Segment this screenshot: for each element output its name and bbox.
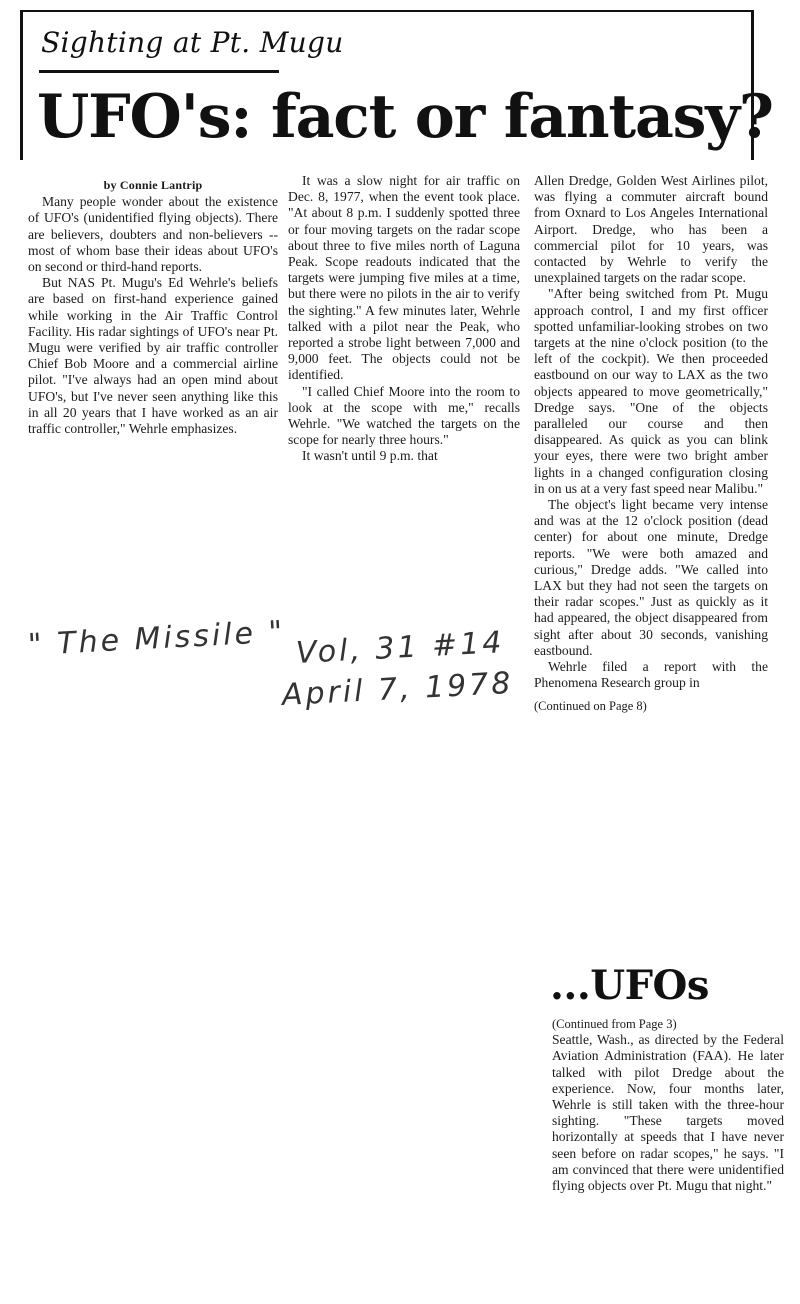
jump-headline: ...UFOs	[550, 962, 709, 1009]
kicker-rule	[39, 70, 279, 73]
article-column-1	[28, 177, 278, 437]
paragraph: "I called Chief Moore into the room to look at the scope with me," recalls Wehrle. "We watched the targets on the scope for nearly three hours."	[288, 383, 520, 448]
paragraph: But NAS Pt. Mugu's Ed Wehrle's beliefs are based on first-hand experience gained while working in the Air Traffic Control Facility. His radar sightings of UFO's near Pt. Mugu were verified by air traffic controller Chief Bob Moore and a commercial airline pilot. "I've always had an open mind about UFO's, but I've never seen anything like this in all 20 years that I have worked as an air traffic controller," Wehrle emphasizes.	[28, 275, 278, 437]
paragraph: Many people wonder about the existence of UFO's (unidentified flying objects). There are believers, doubters and non-believers -- most of whom base their ideas about UFO's on second or third-hand reports.	[28, 194, 278, 275]
jump-column	[552, 1016, 784, 1194]
continued-on-note: (Continued on Page 8)	[534, 698, 647, 713]
paragraph: Wehrle filed a report with the Phenomena Research group in	[534, 659, 768, 691]
byline: by Connie Lantrip	[103, 178, 203, 192]
headline: UFO's: fact or fantasy?	[37, 82, 773, 152]
handwritten-volume: Vol, 31 #14	[295, 625, 506, 671]
paragraph: Seattle, Wash., as directed by the Federal Aviation Administration (FAA). He later talked with pilot Dredge about the experience. Now, four months later, Wehrle is still taken with the three-hour sighting. "These targets moved horizontally at speeds that I have never seen before on radar scopes," he says. "I am convinced that there were unidentified flying objects over Pt. Mugu that night."	[552, 1032, 784, 1194]
paragraph: The object's light became very intense and was at the 12 o'clock position (dead center) for about one minute, Dredge reports. "We were both amazed and curious," Dredge adds. "We called into LAX but they had not seen the targets on their radar scopes." Just as quickly as it had appeared, the object disappeared from sight after about 30 seconds, vanishing eastbound.	[534, 497, 768, 658]
headline-box	[20, 10, 773, 160]
kicker: Sighting at Pt. Mugu	[41, 26, 344, 59]
paragraph: It was a slow night for air traffic on Dec. 8, 1977, when the event took place. "At about 8 p.m. I suddenly spotted three or four moving targets on the radar scope about three to five miles north of Laguna Peak. Scope readouts indicated that the targets were jumping five miles at a time, but there were no pilots in the air to verify the sighting." A few minutes later, Wehrle talked with a pilot near the Peak, who reported a strobe light between 7,000 and 9,000 feet. The objects could not be identified.	[288, 173, 520, 383]
paragraph: It wasn't until 9 p.m. that	[302, 448, 438, 464]
article-column-2	[288, 173, 520, 465]
paragraph: "After being switched from Pt. Mugu approach control, I and my first officer spotted unfamiliar-looking strobes on two targets at the nine o'clock position (to the left of the cockpit). We then proceeded eastbound on our way to LAX as the two objects appeared to move geometrically," Dredge says. "One of the objects paralleled our course and then disappeared. As quick as you can blink your eyes, there were two bright amber lights in a changed configuration closing in on us at a very fast speed near Malibu."	[534, 286, 768, 496]
paragraph: Allen Dredge, Golden West Airlines pilot, was flying a commuter aircraft bound from Oxnard to Los Angeles International Airport. Dredge, who has been a commercial pilot for 10 years, was contacted by Wehrle to verify the unexplained targets on the radar scope.	[534, 173, 768, 286]
handwritten-date: April 7, 1978	[281, 665, 515, 713]
handwritten-source: " The Missile "	[27, 614, 287, 663]
article-column-3	[534, 173, 768, 714]
continued-from-note: (Continued from Page 3)	[552, 1017, 677, 1031]
